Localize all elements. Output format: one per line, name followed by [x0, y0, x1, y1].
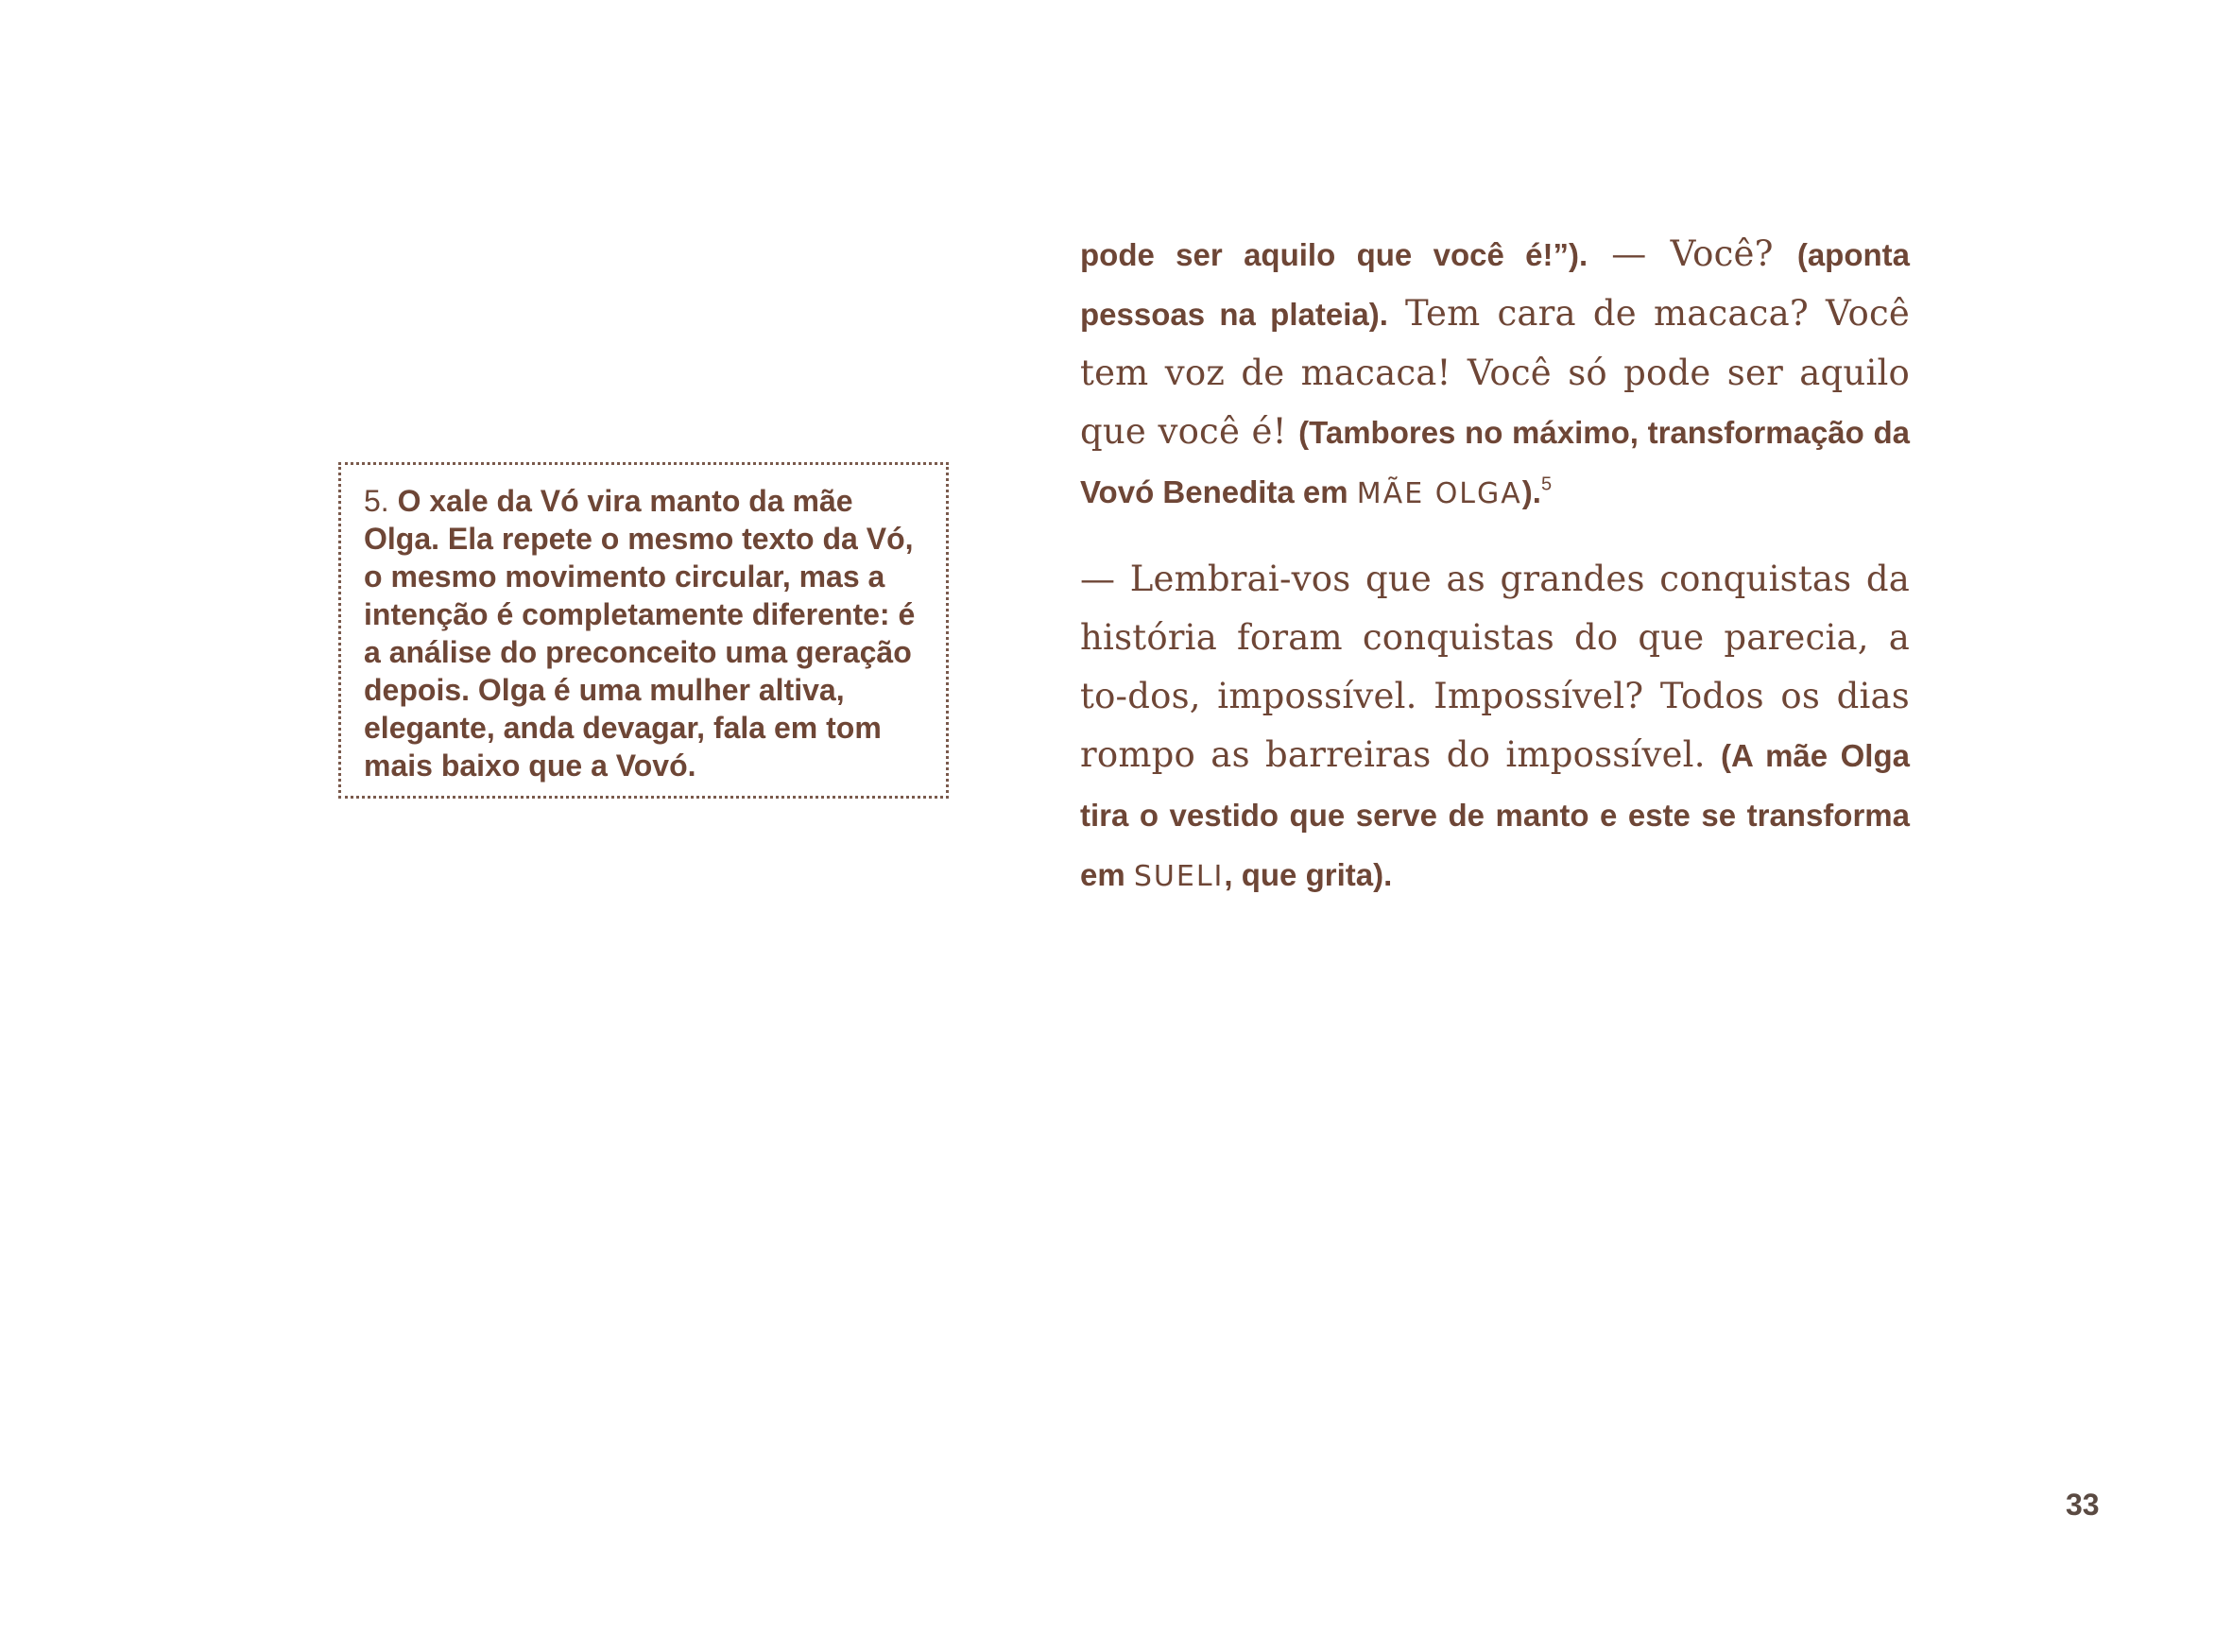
stage-direction: , que grita).: [1224, 857, 1393, 892]
dialogue: — Você?: [1588, 233, 1797, 274]
dialogue: — Lembrai-vos que as grandes conquistas da história foram conquistas do que parecia, a to-dos, impossível. Impossível? Todos os dias rompo as barreiras do impossível.: [1080, 559, 1910, 775]
footnote-reference: 5: [1540, 473, 1553, 495]
stage-direction: ).: [1521, 474, 1541, 509]
stage-direction: (aponta pessoas na plateia).: [1080, 237, 1911, 332]
character-name: MÃE OLGA: [1356, 477, 1522, 510]
stage-direction: pode ser aquilo que você é!”).: [1080, 237, 1588, 272]
paragraph-2: [1080, 550, 1910, 906]
page-number: 33: [2066, 1488, 2100, 1522]
character-name: SUELI: [1133, 860, 1225, 893]
dialogue: Tem cara de macaca? Você tem voz de macaca! Você só pode ser aquilo que você é!: [1080, 293, 1910, 452]
stage-direction: (Tambores no máximo, transformação da Vovó Benedita em: [1080, 415, 1910, 509]
footnote-text: O xale da Vó vira manto da mãe Olga. Ela repete o mesmo texto da Vó, o mesmo movimento circular, mas a intenção é completamente diferente: é a análise do preconceito uma geração depois. Olga é uma mulher altiva, elegante, anda devagar, fala em tom mais baixo que a Vovó.: [364, 484, 916, 783]
main-text-column: [1080, 225, 1910, 906]
footnote-number: 5.: [364, 484, 389, 518]
stage-direction: (A mãe Olga tira o vestido que serve de manto e este se transforma em: [1080, 738, 1910, 892]
footnote-box: [338, 462, 949, 799]
paragraph-1: [1080, 225, 1910, 524]
